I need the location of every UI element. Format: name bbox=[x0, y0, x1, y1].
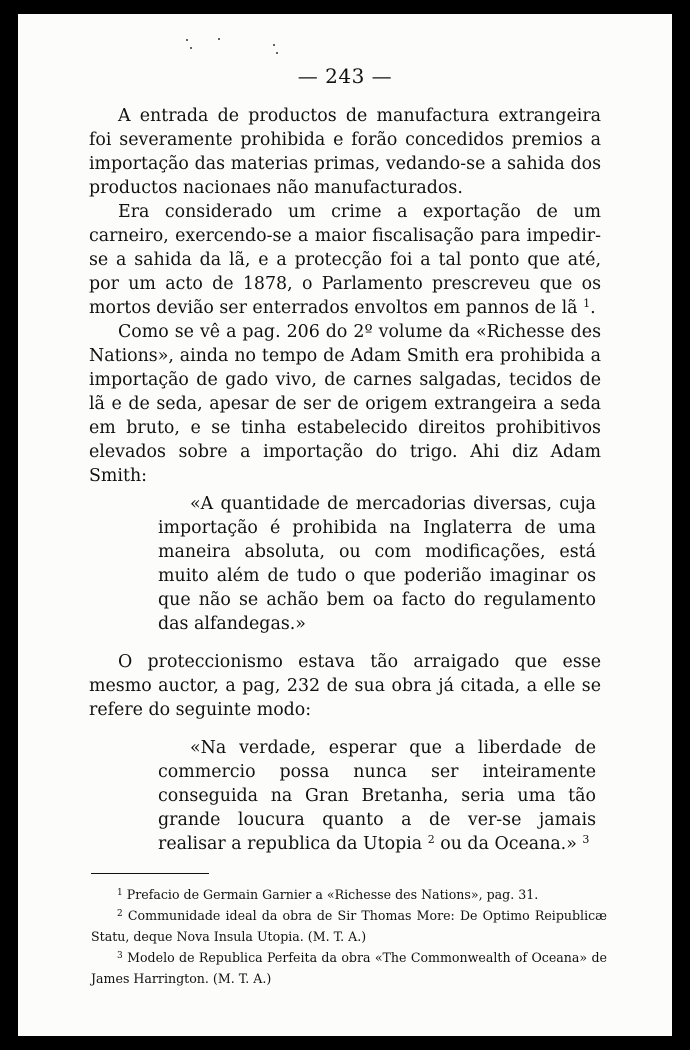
paragraph-4 bbox=[89, 650, 601, 722]
footnote-3-text: Modelo de Republica Perfeita da obra «The Commonwealth of Oceana» de James Harrington. (M. T. A.) bbox=[91, 950, 607, 986]
footnotes bbox=[91, 884, 607, 989]
page-number: — 243 — bbox=[297, 64, 393, 88]
quote-2-text: «Na verdade, esperar que a liberdade de commercio possa nunca ser inteiramente conseguida na Gran Bretanha, seria uma tão grande loucura quanto a de ver-se jamais realisar a republica da Utopia bbox=[158, 738, 596, 854]
block-quote-2 bbox=[158, 736, 596, 856]
footnote-ref-1[interactable]: 1 bbox=[583, 297, 591, 310]
print-speck bbox=[276, 52, 278, 54]
print-speck bbox=[273, 44, 275, 46]
print-speck bbox=[186, 39, 188, 41]
paragraph-block bbox=[89, 104, 601, 488]
paragraph-2-text: Era considerado um crime a exportação de um carneiro, exercendo-se a maior fiscalisação para impedir-se a sahida da lã, e a protecção foi a tal ponto que até, por um acto de 1878, o Parlamento prescreveu que os mortos devião ser enterrados envoltos em pannos de lã bbox=[89, 202, 601, 318]
paragraph-3 bbox=[89, 320, 601, 488]
paragraph-3-text: Como se vê a pag. 206 do 2º volume da «Richesse des Nations», ainda no tempo de Adam Smith era prohibida a importação de gado vivo, de carnes salgadas, tecidos de lã e de seda, apesar de ser de origem extrangeira a seda em bruto, e se tinha estabelecido direitos prohibitivos elevados sobre a importação do trigo. Ahi diz Adam Smith: bbox=[89, 322, 601, 486]
footnote-1-mark: 1 bbox=[117, 888, 123, 898]
footnote-3-mark: 3 bbox=[117, 951, 123, 961]
paragraph-1-text: A entrada de productos de manufactura extrangeira foi severamente prohibida e forão concedidos premios a importação das materias primas, vedando-se a sahida dos productos nacionaes não manufacturados. bbox=[89, 106, 601, 198]
footnote-3 bbox=[91, 947, 607, 989]
footnote-2-text: Communidade ideal da obra de Sir Thomas More: De Optimo Reipublicæ Statu, deque Nova Insula Utopia. (M. T. A.) bbox=[91, 908, 607, 944]
footnote-ref-2[interactable]: 2 bbox=[427, 833, 435, 846]
print-speck bbox=[190, 47, 192, 49]
paragraph-4-body: O proteccionismo estava tão arraigado que esse mesmo auctor, a pag, 232 de sua obra já citada, a elle se refere do seguinte modo: bbox=[89, 652, 601, 720]
footnote-2-mark: 2 bbox=[117, 909, 123, 919]
paragraph-2-end: . bbox=[590, 298, 596, 318]
book-page bbox=[18, 14, 672, 1036]
footnote-2 bbox=[91, 905, 607, 947]
paragraph-2 bbox=[89, 200, 601, 320]
block-quote-1: «A quantidade de mercadorias diversas, cuja importação é prohibida na Inglaterra de uma maneira absoluta, ou com modificações, está muito além de tudo o que poderião imaginar os que não se achão bem oa facto do regulamento das alfandegas.» bbox=[158, 494, 596, 634]
footnote-1-text: Prefacio de Germain Garnier a «Richesse des Nations», pag. 31. bbox=[126, 887, 539, 902]
footnote-1 bbox=[91, 884, 607, 905]
paragraph-1 bbox=[89, 104, 601, 200]
quote-2-end: ou da Oceana.» bbox=[440, 834, 577, 854]
footnote-ref-3[interactable]: 3 bbox=[582, 833, 590, 846]
print-speck bbox=[218, 38, 220, 40]
footnote-divider bbox=[91, 873, 209, 874]
